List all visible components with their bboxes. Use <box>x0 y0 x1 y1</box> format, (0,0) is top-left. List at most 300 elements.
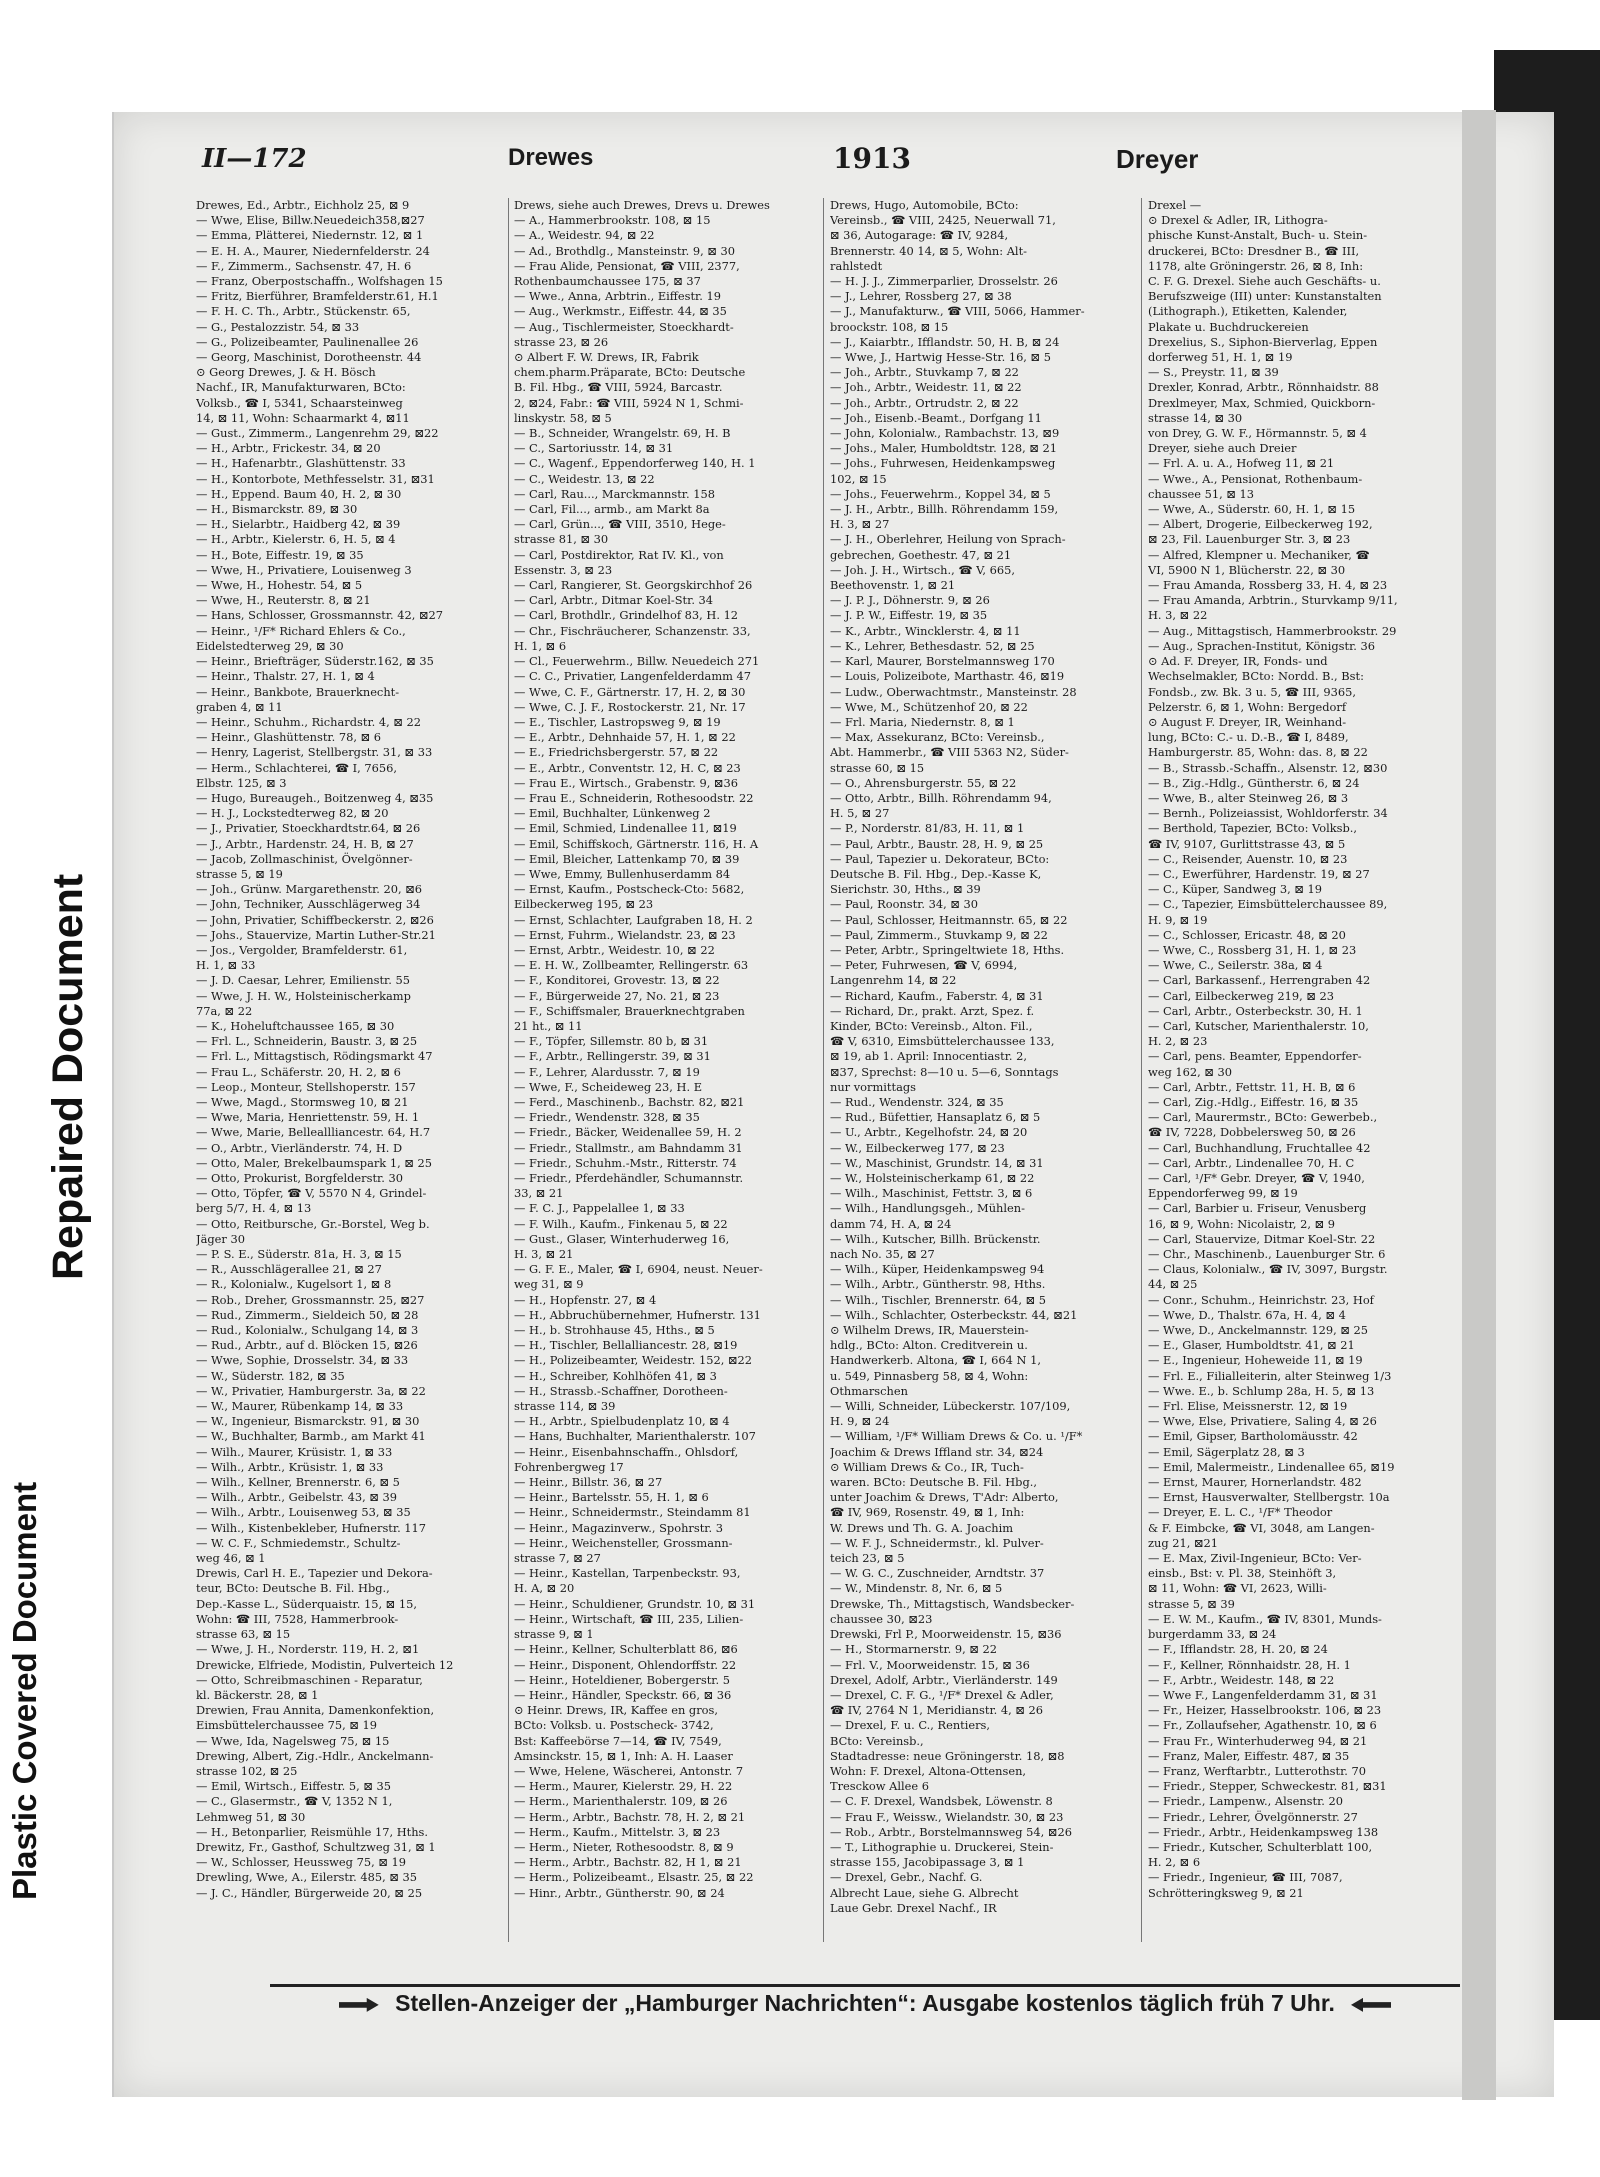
directory-entry-line: — J., Privatier, Stoeckhardtstr.64, ⊠ 26 <box>196 821 421 836</box>
directory-entry-line: ⊙ Albert F. W. Drews, IR, Fabrik <box>514 350 699 365</box>
directory-entry-line: — Herm., Schlachterei, ☎ I, 7656, <box>196 760 398 775</box>
directory-entry-line: — Wwe, J. H. W., Holsteinischerkamp <box>196 988 411 1003</box>
directory-entry-line: — Otto, Arbtr., Billh. Röhrendamm 94, <box>830 790 1052 805</box>
directory-entry-line: — Wilh., Arbtr., Güntherstr. 98, Hths. <box>830 1277 1046 1292</box>
directory-entry-line: — Ad., Brothdlg., Mansteinstr. 9, ⊠ 30 <box>514 243 736 258</box>
directory-entry-line: Rothenbaumchaussee 175, ⊠ 37 <box>514 274 701 289</box>
directory-entry-line: — Heinr., Glashüttenstr. 78, ⊠ 6 <box>196 730 382 745</box>
side-label-primary: Plastic Covered Document <box>6 1481 43 1900</box>
directory-entry-line: — W., Holsteinischerkamp 61, ⊠ 22 <box>830 1171 1035 1185</box>
directory-entry-line: — Rud., Büfettier, Hansaplatz 6, ⊠ 5 <box>830 1110 1041 1125</box>
directory-entry-line: — K., Arbtr., Wincklerstr. 4, ⊠ 11 <box>830 623 1021 638</box>
directory-entry-line: — Heinr., Kellner, Schulterblatt 86, ⊠6 <box>514 1642 738 1657</box>
directory-entry-line: — Wwe, Elise, Billw.Neuedeich358,⊠27 <box>196 213 425 228</box>
directory-entry-line: — Heinr., Hoteldiener, Bobergerstr. 5 <box>514 1672 730 1687</box>
directory-entry-line: — J., Arbtr., Hardenstr. 24, H. B, ⊠ 27 <box>196 836 414 851</box>
directory-entry-line: — Gust., Glaser, Winterhuderweg 16, <box>514 1231 730 1246</box>
directory-entry-line: — Heinr., Schuhm., Richardstr. 4, ⊠ 22 <box>196 714 422 729</box>
directory-entry-line: — Franz, Oberpostschaffn., Wolfshagen 15 <box>196 274 443 289</box>
directory-entry-line: — Herm., Maurer, Kielerstr. 29, H. 22 <box>514 1779 733 1794</box>
directory-entry-line: ☎ IV, 2764 N 1, Meridianstr. 4, ⊠ 26 <box>830 1703 1044 1718</box>
directory-entry-line: — Carl, Rangierer, St. Georgskirchhof 26 <box>514 578 753 593</box>
directory-entry-line: — W., Eilbeckerweg 177, ⊠ 23 <box>830 1140 1005 1155</box>
directory-entry-line: Dep.-Kasse L., Süderquaistr. 15, ⊠ 15, <box>196 1596 417 1611</box>
directory-entry-line: — F. Wilh., Kaufm., Finkenau 5, ⊠ 22 <box>514 1216 728 1231</box>
header-right-keyword: Dreyer <box>1116 144 1199 174</box>
directory-entry-line: — Carl, Arbtr., Lindenallee 70, H. C <box>1148 1155 1355 1170</box>
directory-entry-line: — R., Kolonialw., Kugelsort 1, ⊠ 8 <box>196 1277 392 1292</box>
directory-entry-line: — H., Kontorbote, Methfesselstr. 31, ⊠31 <box>196 471 435 486</box>
directory-entry-line: — Herm., Nieter, Rothesoodstr. 8, ⊠ 9 <box>514 1839 734 1854</box>
directory-entry-line: — F., Töpfer, Sillemstr. 80 b, ⊠ 31 <box>514 1034 709 1049</box>
directory-entry-line: ☎ IV, 9107, Gurlittstrasse 43, ⊠ 5 <box>1148 836 1346 851</box>
directory-entry-line: — Wwe, Ida, Nagelsweg 75, ⊠ 15 <box>196 1733 390 1748</box>
directory-entry-line: H. 2, ⊠ 23 <box>1148 1034 1208 1049</box>
directory-entry-line: weg 46, ⊠ 1 <box>196 1551 266 1566</box>
column-divider <box>823 198 824 1942</box>
directory-entry-line: ⊙ Drexel & Adler, IR, Lithogra- <box>1148 213 1328 228</box>
directory-entry-line: — Ernst, Kaufm., Postscheck-Cto: 5682, <box>514 882 745 897</box>
directory-entry-line: — O., Ahrensburgerstr. 55, ⊠ 22 <box>830 775 1017 790</box>
column-divider <box>1141 198 1142 1942</box>
directory-entry-line: lung, BCto: C.- u. D.-B., ☎ I, 8489, <box>1148 730 1349 745</box>
directory-entry-line: — Willi, Schneider, Lübeckerstr. 107/109, <box>830 1399 1071 1414</box>
directory-entry-line: — Frau Amanda, Rossberg 33, H. 4, ⊠ 23 <box>1148 578 1388 593</box>
directory-entry-line: Stadtadresse: neue Gröningerstr. 18, ⊠8 <box>830 1748 1065 1763</box>
directory-entry-line: — F. C. J., Pappelallee 1, ⊠ 33 <box>514 1201 685 1216</box>
directory-entry-line: H. 1, ⊠ 6 <box>514 638 567 653</box>
bottom-rule <box>270 1984 1460 1987</box>
directory-entry-line: — Wwe, F., Scheideweg 23, H. E <box>514 1079 703 1094</box>
directory-entry-line: — J. P. J., Döhnerstr. 9, ⊠ 26 <box>830 593 990 608</box>
directory-entry-line: — Wwe, M., Schützenhof 20, ⊠ 22 <box>830 699 1028 714</box>
directory-entry-line: — Heinr., Kastellan, Tarpenbeckstr. 93, <box>514 1566 741 1581</box>
directory-entry-line: — Heinr., Händler, Speckstr. 66, ⊠ 36 <box>514 1687 732 1702</box>
directory-entry-line: strasse 5, ⊠ 19 <box>196 866 283 881</box>
directory-entry-line: ⊠ 36, Autogarage: ☎ IV, 9284, <box>830 228 1009 243</box>
header-left-keyword: Drewes <box>508 144 594 171</box>
directory-entry-line: — Wwe, A., Süderstr. 60, H. 1, ⊠ 15 <box>1148 502 1356 517</box>
directory-entry-line: — H. J., Lockstedterweg 82, ⊠ 20 <box>196 806 389 821</box>
side-label-strip <box>0 740 92 1900</box>
directory-entry-line: — H., Bismarckstr. 89, ⊠ 30 <box>196 502 358 517</box>
directory-entry-line: Othmarschen <box>830 1383 908 1398</box>
directory-entry-line: broockstr. 108, ⊠ 15 <box>830 319 949 334</box>
directory-entry-line: ⊠ 19, ab 1. April: Innocentiastr. 2, <box>830 1049 1028 1064</box>
directory-entry-line: Drewis, Carl H. E., Tapezier und Dekora- <box>196 1566 433 1581</box>
directory-entry-line: — Friedr., Bäcker, Weidenallee 59, H. 2 <box>514 1125 742 1140</box>
directory-entry-line: 33, ⊠ 21 <box>514 1186 564 1201</box>
directory-entry-line: — C., Küper, Sandweg 3, ⊠ 19 <box>1148 882 1323 897</box>
footer-advert <box>270 1990 1460 2024</box>
directory-entry-line: chaussee 30, ⊠23 <box>830 1611 933 1626</box>
directory-entry-line: — Otto, Töpfer, ☎ V, 5570 N 4, Grindel- <box>196 1186 427 1201</box>
directory-entry-line: — Carl, Arbtr., Osterbeckstr. 30, H. 1 <box>1148 1003 1363 1018</box>
directory-entry-line: — Carl, ¹/F* Gebr. Dreyer, ☎ V, 1940, <box>1148 1171 1365 1185</box>
directory-entry-line: strasse 23, ⊠ 26 <box>514 334 609 349</box>
directory-entry-line: — Peter, Arbtr., Springeltwiete 18, Hths. <box>830 942 1065 957</box>
directory-entry-line: — Frau L., Schäferstr. 20, H. 2, ⊠ 6 <box>196 1064 401 1079</box>
directory-entry-line: W. Drews und Th. G. A. Joachim <box>830 1520 1014 1535</box>
directory-entry-line: — H., Eppend. Baum 40, H. 2, ⊠ 30 <box>196 486 402 501</box>
directory-entry-line: Essenstr. 3, ⊠ 23 <box>514 562 613 577</box>
directory-entry-line: chem.pharm.Präparate, BCto: Deutsche <box>514 365 746 380</box>
directory-entry-line: — Heinr., Billstr. 36, ⊠ 27 <box>514 1475 663 1490</box>
directory-entry-line: — W., Mindenstr. 8, Nr. 6, ⊠ 5 <box>830 1581 1003 1596</box>
directory-entry-line: H. 3, ⊠ 21 <box>514 1247 574 1262</box>
directory-entry-line: — Paul, Zimmerm., Stuvkamp 9, ⊠ 22 <box>830 927 1048 942</box>
directory-entry-line: — Drexel, C. F. G., ¹/F* Drexel & Adler, <box>830 1687 1054 1702</box>
directory-entry-line: — Heinr., Briefträger, Süderstr.162, ⊠ 35 <box>196 654 434 669</box>
directory-entry-line: — Ferd., Maschinenb., Bachstr. 82, ⊠21 <box>514 1094 745 1109</box>
directory-entry-line: — Bernh., Polizeiassist, Wohldorferstr. 34 <box>1148 806 1388 821</box>
directory-entry-line: — Alfred, Klempner u. Mechaniker, ☎ <box>1148 547 1370 562</box>
directory-entry-line: — Emil, Malermeistr., Lindenallee 65, ⊠19 <box>1148 1459 1395 1474</box>
directory-entry-line: — C., Glasermstr., ☎ V, 1352 N 1, <box>196 1794 393 1809</box>
directory-entry-line: 77a, ⊠ 22 <box>196 1003 253 1018</box>
directory-entry-line: — C., Reisender, Auenstr. 10, ⊠ 23 <box>1148 851 1348 866</box>
directory-entry-line: — Drexel, Gebr., Nachf. G. <box>830 1870 983 1885</box>
directory-entry-line: — Joh., Eisenb.-Beamt., Dorfgang 11 <box>830 410 1042 425</box>
directory-entry-line: — W., Privatier, Hamburgerstr. 3a, ⊠ 22 <box>196 1383 426 1398</box>
directory-entry-line: nach No. 35, ⊠ 27 <box>830 1247 935 1262</box>
directory-entry-line: — Carl, Brothdlr., Grindelhof 83, H. 12 <box>514 608 739 623</box>
directory-entry-line: — Johs., Feuerwehrm., Koppel 34, ⊠ 5 <box>830 486 1051 501</box>
directory-entry-line: phische Kunst-Anstalt, Buch- u. Stein- <box>1148 228 1368 243</box>
directory-entry-line: Dreyer, siehe auch Dreier <box>1148 441 1297 456</box>
directory-entry-line: — W. C. F., Schmiedemstr., Schultz- <box>196 1535 401 1550</box>
directory-entry-line: Bst: Kaffeebörse 7—14, ☎ IV, 7549, <box>514 1733 722 1748</box>
directory-entry-line: — F. H. C. Th., Arbtr., Stückenstr. 65, <box>196 304 411 319</box>
directory-entry-line: — Wwe, Sophie, Drosselstr. 34, ⊠ 33 <box>196 1353 409 1368</box>
directory-entry-line: — Frau E., Schneiderin, Rothesoodstr. 22 <box>514 790 754 805</box>
column-divider <box>508 198 509 1942</box>
directory-entry-line: Eppendorferweg 99, ⊠ 19 <box>1148 1186 1298 1201</box>
directory-entry-line: — Emil, Sägerplatz 28, ⊠ 3 <box>1148 1444 1305 1459</box>
directory-entry-line: — Heinr., Eisenbahnschaffn., Ohlsdorf, <box>514 1444 739 1459</box>
directory-entry-line: ⊠37, Sprechst: 8—10 u. 5—6, Sonntags <box>830 1064 1059 1079</box>
footer-text: Stellen-Anzeiger der „Hamburger Nachrichten“: Ausgabe kostenlos täglich früh 7 Uhr. <box>395 1990 1335 2016</box>
directory-entry-line: strasse 155, Jacobipassage 3, ⊠ 1 <box>830 1855 1025 1870</box>
directory-entry-line: — H., Arbtr., Kielerstr. 6, H. 5, ⊠ 4 <box>196 532 396 547</box>
directory-entry-line: — Joh. J. H., Wirtsch., ☎ V, 665, <box>830 562 1015 577</box>
directory-entry-line: — F., Konditorei, Grovestr. 13, ⊠ 22 <box>514 973 720 988</box>
directory-entry-line: — Wilh., Arbtr., Krüsistr. 1, ⊠ 33 <box>196 1459 384 1474</box>
directory-entry-line: C. F. G. Drexel. Siehe auch Geschäfts- u. <box>1148 274 1381 289</box>
directory-entry-line: — Wwe, B., alter Steinweg 26, ⊠ 3 <box>1148 790 1349 805</box>
column-1 <box>196 198 504 1942</box>
directory-entry-line: strasse 114, ⊠ 39 <box>514 1399 616 1414</box>
directory-entry-line: Beethovenstr. 1, ⊠ 21 <box>830 578 956 593</box>
directory-entry-line: Eilbeckerweg 195, ⊠ 23 <box>514 897 654 912</box>
directory-entry-line: — Franz, Maler, Eiffestr. 487, ⊠ 35 <box>1148 1748 1350 1763</box>
directory-entry-line: — C., Weidestr. 13, ⊠ 22 <box>514 471 655 486</box>
directory-entry-line: — Herm., Arbtr., Bachstr. 82, H 1, ⊠ 21 <box>514 1855 742 1870</box>
directory-entry-line: Albrecht Laue, siehe G. Albrecht <box>830 1885 1019 1900</box>
directory-entry-line: — John, Kolonialw., Rambachstr. 13, ⊠9 <box>830 426 1060 441</box>
directory-entry-line: — Frl. V., Moorweidenstr. 15, ⊠ 36 <box>830 1657 1030 1672</box>
pointing-hand-icon <box>1351 1998 1391 2012</box>
directory-entry-line: — Hugo, Bureaugeh., Boitzenweg 4, ⊠35 <box>196 790 434 805</box>
directory-entry-line: Drexel — <box>1148 198 1202 212</box>
directory-entry-line: — Wwe, D., Thalstr. 67a, H. 4, ⊠ 4 <box>1148 1307 1346 1322</box>
directory-entry-line: Eidelstedterweg 29, ⊠ 30 <box>196 638 344 653</box>
directory-entry-line: — Herm., Kaufm., Mittelstr. 3, ⊠ 23 <box>514 1824 721 1839</box>
directory-entry-line: — Wwe, C. F., Gärtnerstr. 17, H. 2, ⊠ 30 <box>514 684 746 699</box>
directory-entry-line: — Ernst, Arbtr., Weidestr. 10, ⊠ 22 <box>514 942 715 957</box>
directory-entry-line: Drexler, Konrad, Arbtr., Rönnhaidstr. 88 <box>1148 380 1379 395</box>
directory-entry-line: H. 2, ⊠ 6 <box>1148 1855 1201 1870</box>
directory-entry-line: — H., Hopfenstr. 27, ⊠ 4 <box>514 1292 657 1307</box>
directory-entry-line: ☎ IV, 7228, Dobbelersweg 50, ⊠ 26 <box>1148 1125 1356 1140</box>
directory-entry-line: — F., Zimmerm., Sachsenstr. 47, H. 6 <box>196 258 412 273</box>
directory-entry-line: Drewitz, Fr., Gasthof, Schultzweg 31, ⊠ 1 <box>196 1839 436 1854</box>
directory-entry-line: H. 3, ⊠ 22 <box>1148 608 1208 623</box>
directory-entry-line: — Wilh., Maschinist, Fettstr. 3, ⊠ 6 <box>830 1186 1033 1201</box>
directory-entry-line: Lehmweg 51, ⊠ 30 <box>196 1809 306 1824</box>
directory-entry-line: — Frau Fr., Winterhuderweg 94, ⊠ 21 <box>1148 1733 1368 1748</box>
directory-entry-line: — Rud., Kolonialw., Schulgang 14, ⊠ 3 <box>196 1323 419 1338</box>
directory-entry-line: — F., Kellner, Rönnhaidstr. 28, H. 1 <box>1148 1657 1351 1672</box>
directory-entry-line: (Lithograph.), Etiketten, Kalender, <box>1148 304 1348 319</box>
directory-entry-line: Kinder, BCto: Vereinsb., Alton. Fil., <box>830 1018 1033 1033</box>
directory-entry-line: — Friedr., Kutscher, Schulterblatt 100, <box>1148 1839 1373 1854</box>
directory-entry-line: — Wwe, Emmy, Bullenhuserdamm 84 <box>514 866 731 881</box>
directory-entry-line: — H., b. Strohhause 45, Hths., ⊠ 5 <box>514 1323 715 1338</box>
directory-entry-line: — Wwe, H., Hohestr. 54, ⊠ 5 <box>196 578 363 593</box>
directory-entry-line: — Johs., Fuhrwesen, Heidenkampsweg <box>830 456 1056 471</box>
directory-entry-line: — Rob., Dreher, Grossmannstr. 25, ⊠27 <box>196 1292 425 1307</box>
directory-entry-line: Drewien, Frau Annita, Damenkonfektion, <box>196 1703 435 1718</box>
directory-entry-line: — Wwe F., Langenfelderdamm 31, ⊠ 31 <box>1148 1687 1378 1702</box>
directory-entry-line: u. 549, Pinnasberg 58, ⊠ 4, Wohn: <box>830 1368 1029 1383</box>
directory-entry-line: — Paul, Schlosser, Heitmannstr. 65, ⊠ 22 <box>830 912 1068 927</box>
directory-entry-line: — B., Schneider, Wrangelstr. 69, H. B <box>514 426 731 441</box>
directory-entry-line: — Friedr., Stallmstr., am Bahndamm 31 <box>514 1140 743 1155</box>
directory-entry-line: — Heinr., Thalstr. 27, H. 1, ⊠ 4 <box>196 669 375 684</box>
directory-entry-line: — Friedr., Ingenieur, ☎ III, 7087, <box>1148 1870 1343 1885</box>
directory-entry-line: — Carl, Kutscher, Marienthalerstr. 10, <box>1148 1018 1369 1033</box>
directory-entry-line: Plakate u. Buchdruckereien <box>1148 319 1309 334</box>
directory-entry-line: — E., Friedrichsbergerstr. 57, ⊠ 22 <box>514 745 719 760</box>
directory-entry-line: strasse 14, ⊠ 30 <box>1148 410 1243 425</box>
directory-entry-line: — Otto, Reitbursche, Gr.-Borstel, Weg b. <box>196 1216 430 1231</box>
directory-entry-line: — Frau F., Weissw., Wielandstr. 30, ⊠ 23 <box>830 1809 1064 1824</box>
directory-entry-line: — Friedr., Schuhm.-Mstr., Ritterstr. 74 <box>514 1155 737 1170</box>
directory-entry-line: — Peter, Fuhrwesen, ☎ V, 6994, <box>830 958 1018 973</box>
directory-entry-line: — J., Kaiarbtr., Ifflandstr. 50, H. B, ⊠ 24 <box>830 334 1060 349</box>
directory-entry-line: — H., Polizeibeamter, Weidestr. 152, ⊠22 <box>514 1353 752 1368</box>
directory-entry-line: — Herm., Marienthalerstr. 109, ⊠ 26 <box>514 1794 728 1809</box>
directory-entry-line: — Wilh., Kellner, Brennerstr. 6, ⊠ 5 <box>196 1475 400 1490</box>
directory-entry-line: ⊙ Georg Drewes, J. & H. Bösch <box>196 365 376 380</box>
directory-entry-line: Wechselmakler, BCto: Nordd. B., Bst: <box>1148 669 1364 684</box>
directory-entry-line: H. 3, ⊠ 27 <box>830 517 890 532</box>
directory-entry-line: — E. Max, Zivil-Ingenieur, BCto: Ver- <box>1148 1551 1362 1566</box>
directory-entry-line: — F., Arbtr., Rellingerstr. 39, ⊠ 31 <box>514 1049 711 1064</box>
directory-entry-line: — H., Tischler, Bellalliancestr. 28, ⊠19 <box>514 1338 738 1353</box>
directory-entry-line: — J., Manufakturw., ☎ VIII, 5066, Hammer- <box>830 304 1085 319</box>
directory-entry-line: strasse 9, ⊠ 1 <box>514 1627 594 1642</box>
directory-entry-line: — Wilh., Küper, Heidenkampsweg 94 <box>830 1262 1045 1277</box>
directory-entry-line: hdlg., BCto: Alton. Creditverein u. <box>830 1338 1028 1353</box>
directory-entry-line: — S., Preystr. 11, ⊠ 39 <box>1148 365 1279 380</box>
directory-entry-line: — Wilh., Maurer, Krüsistr. 1, ⊠ 33 <box>196 1444 393 1459</box>
directory-entry-line: — Karl, Maurer, Borstelmannsweg 170 <box>830 654 1055 669</box>
directory-entry-line: strasse 63, ⊠ 15 <box>196 1627 291 1642</box>
directory-entry-line: — Carl, Grün..., ☎ VIII, 3510, Hege- <box>514 517 726 532</box>
directory-entry-line: 1178, alte Gröningerstr. 26, ⊠ 8, Inh: <box>1148 258 1364 273</box>
directory-entry-line: — Heinr., Magazinverw., Spohrstr. 3 <box>514 1520 723 1535</box>
directory-entry-line: — Jacob, Zollmaschinist, Övelgönner- <box>196 851 413 866</box>
directory-entry-line: — Wwe, C., Seilerstr. 38a, ⊠ 4 <box>1148 958 1323 973</box>
directory-entry-line: — Wilh., Kistenbekleber, Hufnerstr. 117 <box>196 1520 427 1535</box>
directory-entry-line: — Dreyer, E. L. C., ¹/F* Theodor <box>1148 1505 1333 1520</box>
directory-entry-line: — Carl, pens. Beamter, Eppendorfer- <box>1148 1049 1362 1064</box>
directory-entry-line: — Frl. Maria, Niedernstr. 8, ⊠ 1 <box>830 714 1015 729</box>
directory-entry-line: chaussee 51, ⊠ 13 <box>1148 486 1255 501</box>
directory-entry-line: — Rud., Wendenstr. 324, ⊠ 35 <box>830 1094 1004 1109</box>
directory-entry-line: — E., Ingenieur, Hoheweide 11, ⊠ 19 <box>1148 1353 1363 1368</box>
directory-entry-line: — Carl, Barkassenf., Herrengraben 42 <box>1148 973 1371 988</box>
directory-entry-line: — Heinr., Wirtschaft, ☎ III, 235, Lilien- <box>514 1611 744 1626</box>
directory-entry-line: Langenrehm 14, ⊠ 22 <box>830 973 957 988</box>
directory-entry-line: — Carl, Stauervize, Ditmar Koel-Str. 22 <box>1148 1231 1376 1246</box>
directory-entry-line: — Paul, Tapezier u. Dekorateur, BCto: <box>830 851 1050 866</box>
directory-entry-line: strasse 5, ⊠ 39 <box>1148 1596 1235 1611</box>
directory-entry-line: druckerei, BCto: Dresdner B., ☎ III, <box>1148 243 1360 258</box>
directory-entry-line: strasse 7, ⊠ 27 <box>514 1551 601 1566</box>
directory-entry-line: 102, ⊠ 15 <box>830 471 887 486</box>
directory-entry-line: — E., Glaser, Humboldtstr. 41, ⊠ 21 <box>1148 1338 1355 1353</box>
directory-entry-line: Fondsb., zw. Bk. 3 u. 5, ☎ III, 9365, <box>1148 684 1357 699</box>
directory-entry-line: — Friedr., Arbtr., Heidenkampsweg 138 <box>1148 1824 1379 1839</box>
directory-entry-line: ⊠ 11, Wohn: ☎ VI, 2623, Willi- <box>1148 1581 1327 1596</box>
directory-entry-line: zug 21, ⊠21 <box>1148 1535 1219 1550</box>
directory-entry-line: — Emil, Buchhalter, Lünkenweg 2 <box>514 806 711 821</box>
directory-entry-line: — Wilh., Tischler, Brennerstr. 64, ⊠ 5 <box>830 1292 1047 1307</box>
directory-entry-line: — Joh., Arbtr., Ortrudstr. 2, ⊠ 22 <box>830 395 1019 410</box>
column-2 <box>514 198 819 1942</box>
directory-entry-line: — Chr., Fischräucherer, Schanzenstr. 33, <box>514 623 751 638</box>
directory-entry-line: — J. C., Händler, Bürgerweide 20, ⊠ 25 <box>196 1885 423 1900</box>
directory-entry-line: ⊙ Ad. F. Dreyer, IR, Fonds- und <box>1148 654 1328 669</box>
column-4 <box>1148 198 1454 1942</box>
directory-entry-line: — Frl. E., Filialleiterin, alter Steinweg 1/3 <box>1148 1368 1392 1383</box>
directory-entry-line: — E., Arbtr., Conventstr. 12, H. C, ⊠ 23 <box>514 760 741 775</box>
directory-entry-line: H. 9, ⊠ 19 <box>1148 912 1208 927</box>
directory-entry-line: Drexelius, S., Siphon-Bierverlag, Eppen <box>1148 334 1378 349</box>
directory-entry-line: — Wwe, Magd., Stormsweg 10, ⊠ 21 <box>196 1094 409 1109</box>
directory-entry-line: — O., Arbtr., Vierländerstr. 74, H. D <box>196 1140 403 1155</box>
directory-entry-line: — F., Lehrer, Alardusstr. 7, ⊠ 19 <box>514 1064 700 1079</box>
directory-entry-line: — Emil, Gipser, Bartholomäusstr. 42 <box>1148 1429 1358 1444</box>
directory-entry-line: BCto: Volksb. u. Postscheck- 3742, <box>514 1718 714 1733</box>
directory-entry-line: — W. F. J., Schneidermstr., kl. Pulver- <box>830 1535 1044 1550</box>
directory-entry-line: — Heinr., Bankbote, Brauerknecht- <box>196 684 400 699</box>
directory-entry-line: — C., Ewerführer, Hardenstr. 19, ⊠ 27 <box>1148 866 1370 881</box>
directory-entry-line: kl. Bäckerstr. 28, ⊠ 1 <box>196 1687 319 1702</box>
directory-entry-line: — Emma, Plätterei, Niedernstr. 12, ⊠ 1 <box>196 228 424 243</box>
directory-entry-line: H. 5, ⊠ 27 <box>830 806 890 821</box>
directory-entry-line: — Frl. Elise, Meissnerstr. 12, ⊠ 19 <box>1148 1399 1348 1414</box>
directory-entry-line: — Frl. A. u. A., Hofweg 11, ⊠ 21 <box>1148 456 1335 471</box>
directory-entry-line: — Friedr., Lampenw., Alsenstr. 20 <box>1148 1794 1344 1809</box>
directory-entry-line: — Fr., Heizer, Hasselbrookstr. 106, ⊠ 23 <box>1148 1703 1382 1718</box>
directory-entry-line: — H. J. J., Zimmerparlier, Drosselstr. 26 <box>830 274 1058 289</box>
directory-entry-line: — Frau E., Wirtsch., Grabenstr. 9, ⊠36 <box>514 775 738 790</box>
directory-entry-line: — Emil, Wirtsch., Eiffestr. 5, ⊠ 35 <box>196 1779 392 1794</box>
directory-entry-line: von Drey, G. W. F., Hörmannstr. 5, ⊠ 4 <box>1148 426 1367 441</box>
directory-entry-line: H. 1, ⊠ 33 <box>196 958 256 973</box>
directory-entry-line: — H., Stormarnerstr. 9, ⊠ 22 <box>830 1642 998 1657</box>
directory-entry-line: strasse 60, ⊠ 15 <box>830 760 925 775</box>
directory-entry-line: unter Joachim & Drews, T'Adr: Alberto, <box>830 1490 1059 1505</box>
side-label-secondary: Repaired Document <box>44 873 92 1280</box>
directory-entry-line: — E. W. M., Kaufm., ☎ IV, 8301, Munds- <box>1148 1611 1382 1626</box>
directory-entry-line: — U., Arbtr., Kegelhofstr. 24, ⊠ 20 <box>830 1125 1028 1140</box>
directory-entry-line: — Hans, Schlosser, Grossmannstr. 42, ⊠27 <box>196 608 444 623</box>
directory-entry-line: — Paul, Arbtr., Baustr. 28, H. 9, ⊠ 25 <box>830 836 1044 851</box>
directory-entry-line: — Carl, Eilbeckerweg 219, ⊠ 23 <box>1148 988 1334 1003</box>
directory-entry-line: Berufszweige (III) unter: Kunstanstalten <box>1148 289 1382 304</box>
directory-entry-line: — Max, Assekuranz, BCto: Vereinsb., <box>830 730 1045 745</box>
pointing-hand-icon <box>339 1998 379 2012</box>
directory-entry-line: — Wilh., Schlachter, Osterbeckstr. 44, ⊠21 <box>830 1307 1078 1322</box>
directory-entry-line: — Friedr., Lehrer, Övelgönnerstr. 27 <box>1148 1809 1358 1824</box>
directory-entry-line: — Wwe, Maria, Henriettenstr. 59, H. 1 <box>196 1110 420 1125</box>
directory-entry-line: — W., Ingenieur, Bismarckstr. 91, ⊠ 30 <box>196 1414 420 1429</box>
directory-entry-line: — Wilh., Kutscher, Billh. Brückenstr. <box>830 1231 1041 1246</box>
directory-entry-line: ☎ V, 6310, Eimsbüttelerchaussee 133, <box>830 1034 1055 1049</box>
directory-entry-line: — Heinr., ¹/F* Richard Ehlers & Co., <box>196 623 406 638</box>
directory-entry-line: dorferweg 51, H. 1, ⊠ 19 <box>1148 350 1293 365</box>
directory-entry-line: — Heinr., Schuldiener, Grundstr. 10, ⊠ 31 <box>514 1596 756 1611</box>
directory-entry-line: — Aug., Mittagstisch, Hammerbrookstr. 29 <box>1148 623 1397 638</box>
directory-entry-line: — Carl, Arbtr., Fettstr. 11, H. B, ⊠ 6 <box>1148 1079 1356 1094</box>
directory-entry-line: — H., Hafenarbtr., Glashüttenstr. 33 <box>196 456 406 471</box>
directory-entry-line: — Richard, Dr., prakt. Arzt, Spez. f. <box>830 1003 1035 1018</box>
directory-entry-line: — C., Tapezier, Eimsbüttelerchaussee 89, <box>1148 897 1388 912</box>
directory-entry-line: — Rud., Zimmerm., Sieldeich 50, ⊠ 28 <box>196 1307 419 1322</box>
directory-entry-line: — C., Schlosser, Ericastr. 48, ⊠ 20 <box>1148 927 1346 942</box>
directory-entry-line: — Carl, Arbtr., Ditmar Koel-Str. 34 <box>514 593 714 608</box>
directory-entry-line: — Wilh., Arbtr., Geibelstr. 43, ⊠ 39 <box>196 1490 398 1505</box>
directory-entry-line: — Ernst, Maurer, Hornerlandstr. 482 <box>1148 1475 1362 1490</box>
directory-entry-line: 16, ⊠ 9, Wohn: Nicolaistr, 2, ⊠ 9 <box>1148 1216 1335 1231</box>
header-year: 1913 <box>833 142 911 175</box>
directory-entry-line: Laue Gebr. Drexel Nachf., IR <box>830 1900 997 1915</box>
directory-entry-line: — Richard, Kaufm., Faberstr. 4, ⊠ 31 <box>830 988 1044 1003</box>
directory-entry-line: — J. H., Oberlehrer, Heilung von Sprach- <box>830 532 1066 547</box>
directory-entry-line: — Johs., Maler, Humboldtstr. 128, ⊠ 21 <box>830 441 1057 456</box>
directory-entry-line: ☎ IV, 969, Rosenstr. 49, ⊠ 1, Inh: <box>830 1505 1025 1520</box>
directory-entry-line: — Joh., Arbtr., Stuvkamp 7, ⊠ 22 <box>830 365 1019 380</box>
directory-entry-line: — Otto, Schreibmaschinen - Reparatur, <box>196 1672 423 1687</box>
directory-entry-line: Amsinckstr. 15, ⊠ 1, Inh: A. H. Laaser <box>514 1748 733 1763</box>
page-fold-edge <box>1462 110 1496 2100</box>
directory-entry-line: — Heinr., Disponent, Ohlendorffstr. 22 <box>514 1657 737 1672</box>
directory-entry-line: — Aug., Werkmstr., Eiffestr. 44, ⊠ 35 <box>514 304 727 319</box>
directory-entry-line: — Carl, Rau..., Marckmannstr. 158 <box>514 486 715 501</box>
directory-entry-line: Drewing, Albert, Zig.-Hdlr., Anckelmann- <box>196 1748 434 1763</box>
directory-entry-line: — Frl. L., Schneiderin, Baustr. 3, ⊠ 25 <box>196 1034 418 1049</box>
directory-entry-line: — Wwe, H., Reuterstr. 8, ⊠ 21 <box>196 593 371 608</box>
directory-entry-line: — Carl, Buchhandlung, Fruchtallee 42 <box>1148 1140 1371 1155</box>
directory-entry-line: strasse 102, ⊠ 25 <box>196 1763 298 1778</box>
directory-entry-line: — W., Süderstr. 182, ⊠ 35 <box>196 1368 345 1383</box>
directory-entry-line: — Ernst, Fuhrm., Wielandstr. 23, ⊠ 23 <box>514 927 736 942</box>
